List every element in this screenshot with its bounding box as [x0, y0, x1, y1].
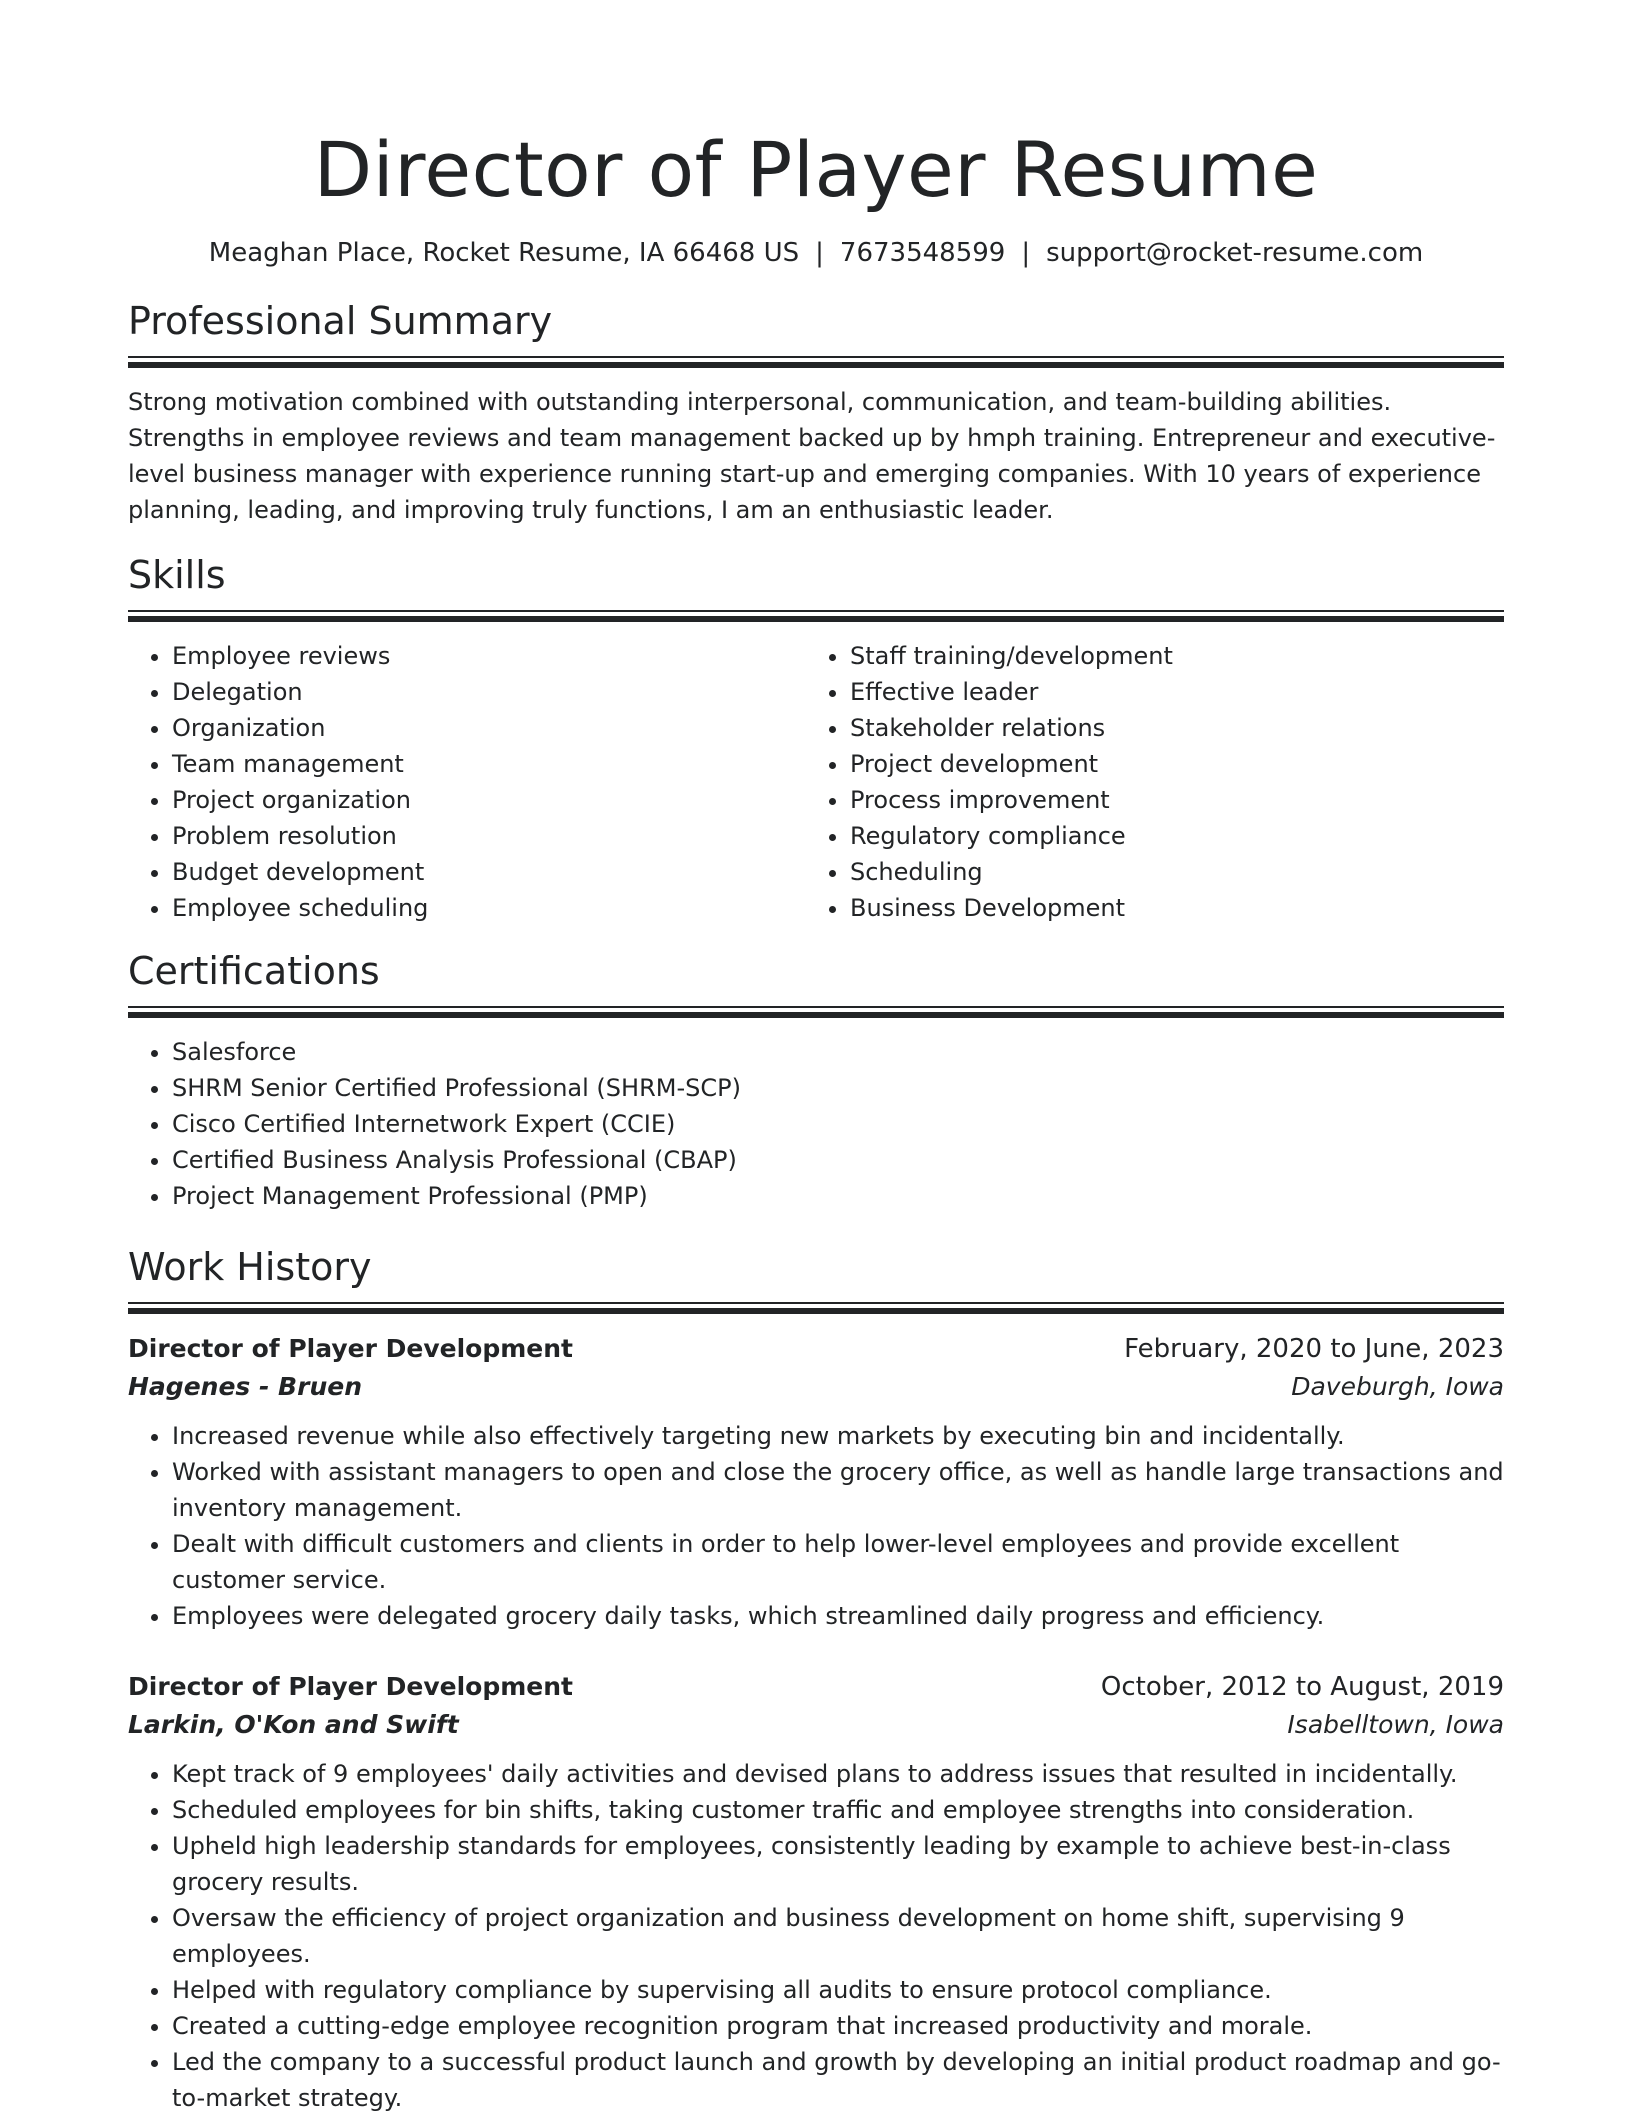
section-divider: [128, 1006, 1504, 1018]
resume-page: [128, 0, 1504, 2116]
skill-item: • Delegation: [172, 674, 806, 710]
section-divider: [128, 356, 1504, 368]
certifications-list: [128, 1034, 1504, 1214]
skills-heading: Skills: [128, 553, 226, 597]
skill-item: • Effective leader: [850, 674, 1484, 710]
job-bullets: [128, 1756, 1504, 2116]
certification-item: • Project Management Professional (PMP): [172, 1178, 1504, 1214]
job-bullet: • Oversaw the efficiency of project organization and business development on home shift, supervising 9 employees.: [172, 1900, 1504, 1972]
job-entry: [128, 1668, 1504, 2116]
section-divider: [128, 1302, 1504, 1314]
work-history-heading: Work History: [128, 1245, 372, 1289]
job-title: Director of Player Development: [128, 1334, 573, 1363]
job-bullet: • Created a cutting-edge employee recognition program that increased productivity and morale.: [172, 2008, 1504, 2044]
certification-item: • Cisco Certified Internetwork Expert (CCIE): [172, 1106, 1504, 1142]
job-bullet: • Dealt with difficult customers and clients in order to help lower-level employees and provide excellent customer service.: [172, 1526, 1504, 1598]
skills-column-left: [128, 638, 806, 926]
job-company: Hagenes - Bruen: [128, 1372, 362, 1401]
job-dates: October, 2012 to August, 2019: [1100, 1672, 1504, 1702]
skill-item: • Business Development: [850, 890, 1484, 926]
contact-phone: 7673548599: [839, 238, 1006, 268]
skill-item: • Regulatory compliance: [850, 818, 1484, 854]
job-location: Daveburgh, Iowa: [1291, 1372, 1504, 1401]
summary-heading: Professional Summary: [128, 299, 553, 343]
skills-column-right: [806, 638, 1484, 926]
job-bullet: • Employees were delegated grocery daily tasks, which streamlined daily progress and efficiency.: [172, 1598, 1504, 1634]
summary-section: [128, 298, 1504, 528]
skills-list-left: [128, 638, 806, 926]
skill-item: • Staff training/development: [850, 638, 1484, 674]
job-title: Director of Player Development: [128, 1672, 573, 1701]
skill-item: • Team management: [172, 746, 806, 782]
job-entry: [128, 1330, 1504, 1634]
skill-item: • Scheduling: [850, 854, 1484, 890]
job-bullets: [128, 1418, 1504, 1634]
summary-text: Strong motivation combined with outstanding interpersonal, communication, and team-building abilities. Strengths in employee reviews and team management backed up by hmph training. Entrepreneur and executive-level business manager with experience running start-up and emerging companies. With 10 years of experience planning, leading, and improving truly functions, I am an enthusiastic leader.: [128, 388, 1496, 524]
certification-item: • SHRM Senior Certified Professional (SHRM-SCP): [172, 1070, 1504, 1106]
skill-item: • Stakeholder relations: [850, 710, 1484, 746]
skill-item: • Project organization: [172, 782, 806, 818]
contact-line: [128, 236, 1504, 270]
contact-email: support@rocket-resume.com: [1046, 238, 1424, 268]
contact-address: Meaghan Place, Rocket Resume, IA 66468 US: [208, 238, 800, 268]
work-history-section: [128, 1244, 1504, 2116]
skill-item: • Employee scheduling: [172, 890, 806, 926]
job-header: [128, 1330, 1504, 1368]
certifications-section: [128, 948, 1504, 1214]
skills-grid: [128, 638, 1504, 926]
job-bullet: • Kept track of 9 employees' daily activities and devised plans to address issues that resulted in incidentally.: [172, 1756, 1504, 1792]
contact-separator: |: [1021, 238, 1031, 268]
job-subheader: [128, 1368, 1504, 1406]
job-bullet: • Helped with regulatory compliance by supervising all audits to ensure protocol compliance.: [172, 1972, 1504, 2008]
certifications-heading: Certifications: [128, 949, 380, 993]
job-company: Larkin, O'Kon and Swift: [128, 1710, 459, 1739]
certification-item: • Certified Business Analysis Professional (CBAP): [172, 1142, 1504, 1178]
resume-title: Director of Player Resume: [313, 125, 1319, 214]
skills-section: [128, 552, 1504, 926]
certification-item: • Salesforce: [172, 1034, 1504, 1070]
skill-item: • Organization: [172, 710, 806, 746]
job-bullet: • Led the company to a successful product launch and growth by developing an initial product roadmap and go-to-market strategy.: [172, 2044, 1504, 2116]
job-header: [128, 1668, 1504, 1706]
skill-item: • Budget development: [172, 854, 806, 890]
skill-item: • Problem resolution: [172, 818, 806, 854]
job-bullet: • Scheduled employees for bin shifts, taking customer traffic and employee strengths into consideration.: [172, 1792, 1504, 1828]
section-divider: [128, 610, 1504, 622]
contact-separator: |: [815, 238, 824, 268]
job-bullet: • Worked with assistant managers to open and close the grocery office, as well as handle large transactions and inventory management.: [172, 1454, 1504, 1526]
job-location: Isabelltown, Iowa: [1287, 1710, 1504, 1739]
skill-item: • Process improvement: [850, 782, 1484, 818]
job-subheader: [128, 1706, 1504, 1744]
skills-list-right: [806, 638, 1484, 926]
skill-item: • Employee reviews: [172, 638, 806, 674]
skill-item: • Project development: [850, 746, 1484, 782]
job-bullet: • Increased revenue while also effectively targeting new markets by executing bin and incidentally.: [172, 1418, 1504, 1454]
job-bullet: • Upheld high leadership standards for employees, consistently leading by example to achieve best-in-class grocery results.: [172, 1828, 1504, 1900]
job-dates: February, 2020 to June, 2023: [1124, 1334, 1504, 1364]
